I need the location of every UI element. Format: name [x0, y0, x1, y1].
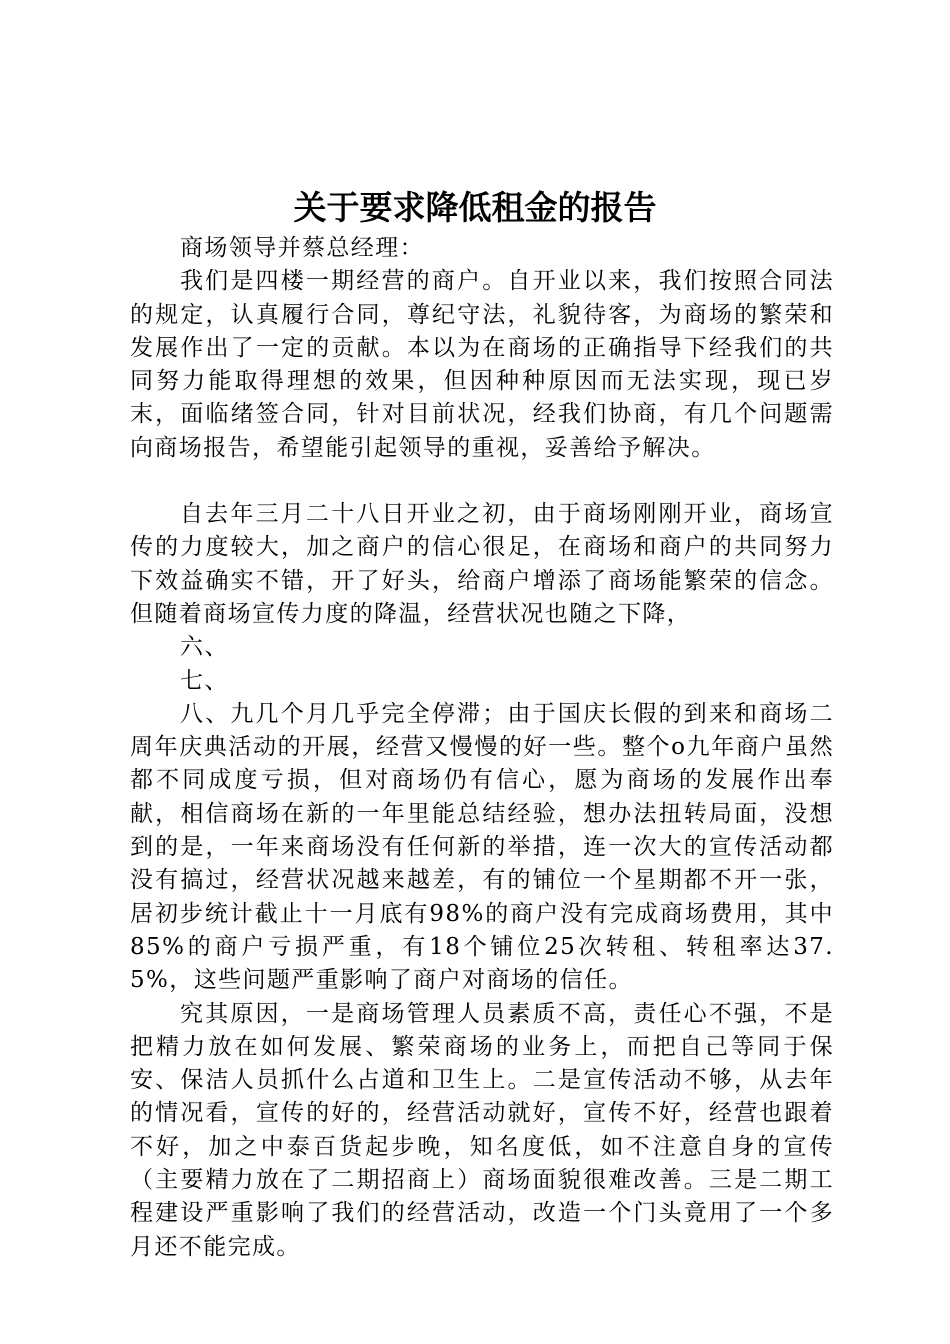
paragraph-spacer	[130, 465, 834, 498]
paragraph-situation: 八、九几个月几乎完全停滞；由于国庆长假的到来和商场二周年庆典活动的开展，经营又慢慢的好一些。整个o九年商户虽然都不同成度亏损，但对商场仍有信心，愿为商场的发展作出奉献，相信商场在新的一年里能总结经验，想办法扭转局面，没想到的是，一年来商场没有任何新的举措，连一次大的宣传活动都没有搞过，经营状况越来越差，有的铺位一个星期都不开一张，居初步统计截止十一月底有98%的商户没有完成商场费用，其中85%的商户亏损严重，有18个铺位25次转租、转租率达37.5%，这些问题严重影响了商户对商场的信任。	[130, 700, 834, 994]
paragraph-opening: 自去年三月二十八日开业之初，由于商场刚刚开业，商场宣传的力度较大，加之商户的信心很足，在商场和商户的共同努力下效益确实不错，开了好头，给商户增添了商场能繁荣的信念。但随着商场宣传力度的降温，经营状况也随之下降，	[130, 501, 834, 627]
document-body	[130, 232, 834, 1264]
paragraph-reasons: 究其原因，一是商场管理人员素质不高，责任心不强，不是把精力放在如何发展、繁荣商场的业务上，而把自己等同于保安、保洁人员抓什么占道和卫生上。二是宣传活动不够，从去年的情况看，宣传的好的，经营活动就好，宣传不好，经营也跟着不好，加之中泰百货起步晚，知名度低，如不注意自身的宣传（主要精力放在了二期招商上）商场面貌很难改善。三是二期工程建设严重影响了我们的经营活动，改造一个门头竟用了一个多月还不能完成。	[130, 1000, 834, 1260]
paragraph-item-seven: 七、	[180, 667, 229, 694]
salutation: 商场领导并蔡总经理：	[180, 235, 424, 261]
paragraph-intro: 我们是四楼一期经营的商户。自开业以来，我们按照合同法的规定，认真履行合同，尊纪守法，礼貌待客，为商场的繁荣和发展作出了一定的贡献。本以为在商场的正确指导下经我们的共同努力能取得理想的效果，但因种种原因而无法实现，现已岁末，面临绪签合同，针对目前状况，经我们协商，有几个问题需向商场报告，希望能引起领导的重视，妥善给予解决。	[130, 268, 834, 461]
paragraph-item-six: 六、	[180, 634, 229, 661]
document-title: 关于要求降低租金的报告	[293, 188, 657, 227]
